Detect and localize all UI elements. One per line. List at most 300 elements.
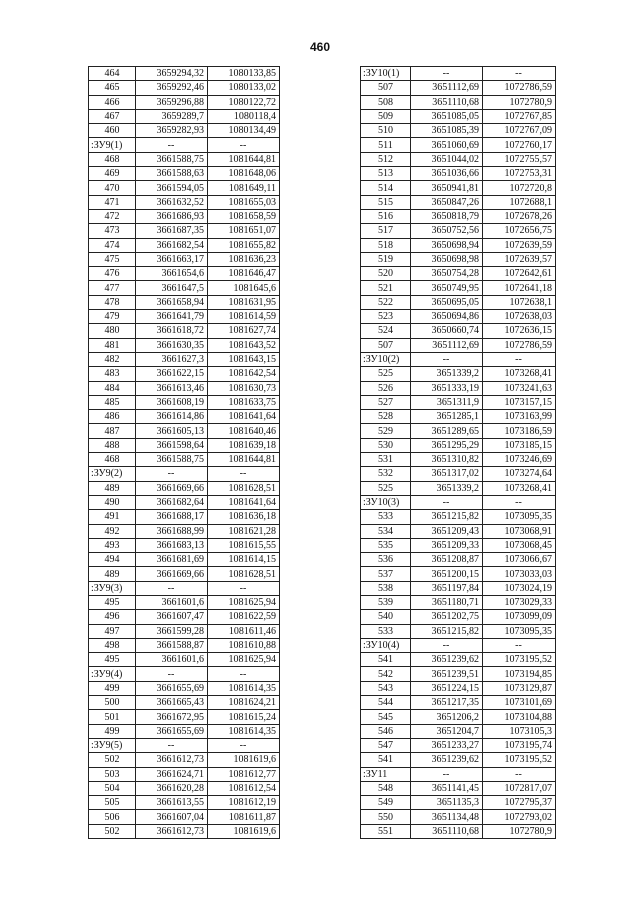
y-coordinate: 1072656,75 (483, 224, 556, 238)
table-row (89, 395, 280, 409)
table-row (89, 424, 280, 438)
x-coordinate: -- (136, 581, 208, 595)
x-coordinate: 3651310,82 (411, 453, 483, 467)
table-row (89, 495, 280, 509)
y-coordinate: 1081641,64 (208, 410, 280, 424)
table-row (89, 610, 280, 624)
point-number: 500 (89, 696, 136, 710)
point-number: 550 (361, 810, 411, 824)
point-number: 515 (361, 195, 411, 209)
y-coordinate: 1072786,59 (483, 81, 556, 95)
point-number: 486 (89, 410, 136, 424)
point-number: 484 (89, 381, 136, 395)
y-coordinate: 1081624,21 (208, 696, 280, 710)
table-row (89, 310, 280, 324)
point-number: 537 (361, 567, 411, 581)
table-row (361, 738, 556, 752)
point-number: 471 (89, 195, 136, 209)
point-number: 492 (89, 524, 136, 538)
table-row (361, 681, 556, 695)
y-coordinate: 1081619,6 (208, 824, 280, 838)
x-coordinate: 3651206,2 (411, 710, 483, 724)
x-coordinate: 3651209,43 (411, 524, 483, 538)
table-row (361, 181, 556, 195)
table-row (361, 424, 556, 438)
table-row (89, 510, 280, 524)
x-coordinate: 3661622,15 (136, 367, 208, 381)
y-coordinate: 1081644,81 (208, 453, 280, 467)
table-row (89, 381, 280, 395)
x-coordinate: -- (411, 638, 483, 652)
table-row (89, 338, 280, 352)
table-row (89, 295, 280, 309)
table-row (89, 438, 280, 452)
point-number: 517 (361, 224, 411, 238)
x-coordinate: 3661599,28 (136, 624, 208, 638)
x-coordinate: 3651239,51 (411, 667, 483, 681)
x-coordinate: 3661647,5 (136, 281, 208, 295)
y-coordinate: 1072688,1 (483, 195, 556, 209)
point-number: 499 (89, 681, 136, 695)
table-row (361, 252, 556, 266)
table-row (361, 395, 556, 409)
y-coordinate: 1081619,6 (208, 753, 280, 767)
table-row (89, 810, 280, 824)
x-coordinate: 3661627,3 (136, 352, 208, 366)
point-number: 460 (89, 124, 136, 138)
y-coordinate: 1073241,63 (483, 381, 556, 395)
page-number: 460 (309, 40, 331, 54)
point-number: 469 (89, 167, 136, 181)
y-coordinate: 1081612,19 (208, 796, 280, 810)
point-number: 519 (361, 252, 411, 266)
table-row (361, 696, 556, 710)
y-coordinate: 1073099,09 (483, 610, 556, 624)
table-row (361, 410, 556, 424)
y-coordinate: 1072780,9 (483, 824, 556, 838)
table-row (89, 267, 280, 281)
y-coordinate: 1072636,15 (483, 324, 556, 338)
table-row (89, 638, 280, 652)
point-number: 521 (361, 281, 411, 295)
y-coordinate: 1072638,03 (483, 310, 556, 324)
y-coordinate: 1081621,28 (208, 524, 280, 538)
table-row (361, 367, 556, 381)
point-number: 490 (89, 495, 136, 509)
point-number: 495 (89, 653, 136, 667)
y-coordinate: 1081633,75 (208, 395, 280, 409)
table-row (361, 796, 556, 810)
y-coordinate: 1081646,47 (208, 267, 280, 281)
point-number: 465 (89, 81, 136, 95)
y-coordinate: 1081622,59 (208, 610, 280, 624)
x-coordinate: 3650847,26 (411, 195, 483, 209)
x-coordinate: 3651317,02 (411, 467, 483, 481)
x-coordinate: 3651204,7 (411, 724, 483, 738)
x-coordinate: 3651285,1 (411, 410, 483, 424)
x-coordinate: 3651036,66 (411, 167, 483, 181)
table-row (361, 195, 556, 209)
x-coordinate: 3651180,71 (411, 595, 483, 609)
x-coordinate: 3659294,32 (136, 67, 208, 81)
point-number: 466 (89, 95, 136, 109)
point-number: 470 (89, 181, 136, 195)
y-coordinate: 1081645,6 (208, 281, 280, 295)
x-coordinate: 3651217,35 (411, 696, 483, 710)
point-number: 548 (361, 781, 411, 795)
x-coordinate: 3661654,6 (136, 267, 208, 281)
y-coordinate: -- (208, 138, 280, 152)
section-header-row (89, 467, 280, 481)
point-number: 541 (361, 653, 411, 667)
point-number: 467 (89, 109, 136, 123)
table-row (361, 109, 556, 123)
y-coordinate: 1073194,85 (483, 667, 556, 681)
x-coordinate: 3661669,66 (136, 567, 208, 581)
table-row (89, 781, 280, 795)
table-row (361, 152, 556, 166)
point-number: 507 (361, 81, 411, 95)
y-coordinate: 1073268,41 (483, 367, 556, 381)
x-coordinate: 3651197,84 (411, 581, 483, 595)
table-row (361, 510, 556, 524)
x-coordinate: 3651339,2 (411, 481, 483, 495)
point-number: 497 (89, 624, 136, 638)
y-coordinate: -- (208, 667, 280, 681)
section-label: :ЗУ10(2) (361, 352, 411, 366)
y-coordinate: 1081644,81 (208, 152, 280, 166)
y-coordinate: 1081649,11 (208, 181, 280, 195)
table-row (361, 138, 556, 152)
x-coordinate: 3651134,48 (411, 810, 483, 824)
y-coordinate: 1081636,18 (208, 510, 280, 524)
y-coordinate: 1081614,35 (208, 724, 280, 738)
y-coordinate: -- (483, 638, 556, 652)
x-coordinate: 3651112,69 (411, 338, 483, 352)
point-number: 491 (89, 510, 136, 524)
table-row (89, 209, 280, 223)
point-number: 483 (89, 367, 136, 381)
section-label: :ЗУ9(3) (89, 581, 136, 595)
x-coordinate: -- (136, 138, 208, 152)
x-coordinate: 3661605,13 (136, 424, 208, 438)
table-row (361, 295, 556, 309)
table-row (89, 167, 280, 181)
y-coordinate: 1073024,19 (483, 581, 556, 595)
table-row (361, 624, 556, 638)
x-coordinate: 3650698,94 (411, 238, 483, 252)
point-number: 520 (361, 267, 411, 281)
x-coordinate: -- (136, 667, 208, 681)
table-row (361, 610, 556, 624)
y-coordinate: 1073185,15 (483, 438, 556, 452)
table-row (361, 724, 556, 738)
table-row (361, 338, 556, 352)
x-coordinate: 3651233,27 (411, 738, 483, 752)
x-coordinate: -- (136, 467, 208, 481)
table-row (89, 567, 280, 581)
x-coordinate: 3650752,56 (411, 224, 483, 238)
y-coordinate: 1072678,26 (483, 209, 556, 223)
x-coordinate: 3651339,2 (411, 367, 483, 381)
x-coordinate: 3650941,81 (411, 181, 483, 195)
y-coordinate: 1072793,02 (483, 810, 556, 824)
y-coordinate: 1073129,87 (483, 681, 556, 695)
x-coordinate: 3661594,05 (136, 181, 208, 195)
y-coordinate: 1073274,64 (483, 467, 556, 481)
x-coordinate: 3651110,68 (411, 95, 483, 109)
table-row (89, 753, 280, 767)
y-coordinate: 1073068,45 (483, 538, 556, 552)
point-number: 518 (361, 238, 411, 252)
y-coordinate: 1081636,23 (208, 252, 280, 266)
x-coordinate: 3661613,55 (136, 796, 208, 810)
table-row (89, 367, 280, 381)
table-row (361, 267, 556, 281)
x-coordinate: 3661588,75 (136, 152, 208, 166)
y-coordinate: 1073105,3 (483, 724, 556, 738)
y-coordinate: 1073029,33 (483, 595, 556, 609)
x-coordinate: 3651295,29 (411, 438, 483, 452)
x-coordinate: 3661669,66 (136, 481, 208, 495)
table-row (89, 595, 280, 609)
y-coordinate: 1081627,74 (208, 324, 280, 338)
x-coordinate: 3661588,87 (136, 638, 208, 652)
x-coordinate: 3651141,45 (411, 781, 483, 795)
section-label: :ЗУ9(2) (89, 467, 136, 481)
y-coordinate: 1081625,94 (208, 653, 280, 667)
x-coordinate: 3661614,86 (136, 410, 208, 424)
point-number: 535 (361, 538, 411, 552)
section-label: :ЗУ9(5) (89, 738, 136, 752)
table-row (89, 195, 280, 209)
y-coordinate: 1081643,15 (208, 352, 280, 366)
table-row (361, 81, 556, 95)
point-number: 546 (361, 724, 411, 738)
point-number: 513 (361, 167, 411, 181)
x-coordinate: 3661618,72 (136, 324, 208, 338)
point-number: 502 (89, 824, 136, 838)
table-row (89, 624, 280, 638)
table-row (361, 124, 556, 138)
x-coordinate: 3651215,82 (411, 624, 483, 638)
point-number: 489 (89, 567, 136, 581)
point-number: 529 (361, 424, 411, 438)
y-coordinate: 1081614,15 (208, 553, 280, 567)
y-coordinate: 1072720,8 (483, 181, 556, 195)
y-coordinate: 1073033,03 (483, 567, 556, 581)
x-coordinate: -- (411, 352, 483, 366)
point-number: 475 (89, 252, 136, 266)
y-coordinate: 1073101,69 (483, 696, 556, 710)
x-coordinate: 3651085,39 (411, 124, 483, 138)
point-number: 510 (361, 124, 411, 138)
y-coordinate: 1072642,61 (483, 267, 556, 281)
table-row (361, 595, 556, 609)
point-number: 512 (361, 152, 411, 166)
x-coordinate: 3650695,05 (411, 295, 483, 309)
section-header-row (89, 667, 280, 681)
point-number: 505 (89, 796, 136, 810)
section-header-row (361, 67, 556, 81)
table-row (361, 209, 556, 223)
table-row (89, 152, 280, 166)
point-number: 524 (361, 324, 411, 338)
point-number: 468 (89, 152, 136, 166)
table-row (361, 781, 556, 795)
table-row (361, 324, 556, 338)
table-row (361, 824, 556, 838)
point-number: 479 (89, 310, 136, 324)
x-coordinate: 3650660,74 (411, 324, 483, 338)
point-number: 533 (361, 624, 411, 638)
x-coordinate: 3661624,71 (136, 767, 208, 781)
point-number: 506 (89, 810, 136, 824)
x-coordinate: 3651333,19 (411, 381, 483, 395)
point-number: 530 (361, 438, 411, 452)
point-number: 468 (89, 453, 136, 467)
table-row (361, 95, 556, 109)
y-coordinate: 1081628,51 (208, 481, 280, 495)
point-number: 551 (361, 824, 411, 838)
y-coordinate: 1072641,18 (483, 281, 556, 295)
y-coordinate: 1081642,54 (208, 367, 280, 381)
x-coordinate: 3661665,43 (136, 696, 208, 710)
table-row (361, 653, 556, 667)
table-row (361, 667, 556, 681)
x-coordinate: 3661612,73 (136, 753, 208, 767)
point-number: 532 (361, 467, 411, 481)
table-row (89, 224, 280, 238)
table-row (361, 281, 556, 295)
y-coordinate: 1081648,06 (208, 167, 280, 181)
y-coordinate: 1073246,69 (483, 453, 556, 467)
y-coordinate: 1081639,18 (208, 438, 280, 452)
x-coordinate: 3651135,3 (411, 796, 483, 810)
table-row (89, 324, 280, 338)
point-number: 534 (361, 524, 411, 538)
point-number: 528 (361, 410, 411, 424)
point-number: 488 (89, 438, 136, 452)
point-number: 541 (361, 753, 411, 767)
point-number: 509 (361, 109, 411, 123)
x-coordinate: 3651060,69 (411, 138, 483, 152)
y-coordinate: -- (483, 495, 556, 509)
table-row (89, 453, 280, 467)
table-row (89, 124, 280, 138)
table-row (89, 252, 280, 266)
point-number: 487 (89, 424, 136, 438)
y-coordinate: 1072639,59 (483, 238, 556, 252)
table-row (89, 681, 280, 695)
point-number: 527 (361, 395, 411, 409)
x-coordinate: 3659292,46 (136, 81, 208, 95)
x-coordinate: 3651208,87 (411, 553, 483, 567)
y-coordinate: 1073095,35 (483, 624, 556, 638)
section-label: :ЗУ10(4) (361, 638, 411, 652)
point-number: 543 (361, 681, 411, 695)
point-number: 489 (89, 481, 136, 495)
x-coordinate: -- (411, 495, 483, 509)
table-row (361, 710, 556, 724)
y-coordinate: 1081641,64 (208, 495, 280, 509)
y-coordinate: 1081631,95 (208, 295, 280, 309)
table-row (361, 553, 556, 567)
x-coordinate: 3651112,69 (411, 81, 483, 95)
point-number: 526 (361, 381, 411, 395)
coordinates-table-right (360, 66, 556, 839)
y-coordinate: -- (483, 767, 556, 781)
y-coordinate: 1072755,57 (483, 152, 556, 166)
x-coordinate: 3659289,7 (136, 109, 208, 123)
table-row (361, 438, 556, 452)
y-coordinate: 1080133,85 (208, 67, 280, 81)
x-coordinate: 3651311,9 (411, 395, 483, 409)
x-coordinate: 3661682,54 (136, 238, 208, 252)
y-coordinate: 1072639,57 (483, 252, 556, 266)
x-coordinate: 3661683,13 (136, 538, 208, 552)
x-coordinate: 3661658,94 (136, 295, 208, 309)
point-number: 480 (89, 324, 136, 338)
y-coordinate: 1073104,88 (483, 710, 556, 724)
section-header-row (89, 738, 280, 752)
y-coordinate: 1081651,07 (208, 224, 280, 238)
y-coordinate: 1072767,09 (483, 124, 556, 138)
x-coordinate: 3661655,69 (136, 724, 208, 738)
x-coordinate: 3651239,62 (411, 653, 483, 667)
point-number: 502 (89, 753, 136, 767)
y-coordinate: 1081655,03 (208, 195, 280, 209)
x-coordinate: 3650754,28 (411, 267, 483, 281)
table-row (361, 310, 556, 324)
x-coordinate: 3661687,35 (136, 224, 208, 238)
x-coordinate: 3661588,63 (136, 167, 208, 181)
section-label: :ЗУ11 (361, 767, 411, 781)
x-coordinate: 3661601,6 (136, 595, 208, 609)
y-coordinate: 1072638,1 (483, 295, 556, 309)
y-coordinate: 1081611,46 (208, 624, 280, 638)
coordinates-table-right-body (361, 67, 556, 839)
x-coordinate: 3661607,04 (136, 810, 208, 824)
y-coordinate: 1072753,31 (483, 167, 556, 181)
x-coordinate: 3661608,19 (136, 395, 208, 409)
table-row (89, 410, 280, 424)
table-row (89, 653, 280, 667)
y-coordinate: 1081630,73 (208, 381, 280, 395)
y-coordinate: -- (208, 738, 280, 752)
section-header-row (361, 495, 556, 509)
x-coordinate: 3651202,75 (411, 610, 483, 624)
y-coordinate: 1081643,52 (208, 338, 280, 352)
y-coordinate: 1080133,02 (208, 81, 280, 95)
x-coordinate: 3661682,64 (136, 495, 208, 509)
y-coordinate: 1073066,67 (483, 553, 556, 567)
y-coordinate: 1081614,59 (208, 310, 280, 324)
point-number: 478 (89, 295, 136, 309)
table-row (89, 696, 280, 710)
point-number: 538 (361, 581, 411, 595)
y-coordinate: 1073195,52 (483, 753, 556, 767)
y-coordinate: 1073068,91 (483, 524, 556, 538)
y-coordinate: 1081640,46 (208, 424, 280, 438)
x-coordinate: 3661598,64 (136, 438, 208, 452)
point-number: 547 (361, 738, 411, 752)
y-coordinate: 1081612,54 (208, 781, 280, 795)
point-number: 495 (89, 595, 136, 609)
section-label: :ЗУ10(3) (361, 495, 411, 509)
point-number: 522 (361, 295, 411, 309)
x-coordinate: 3651044,02 (411, 152, 483, 166)
